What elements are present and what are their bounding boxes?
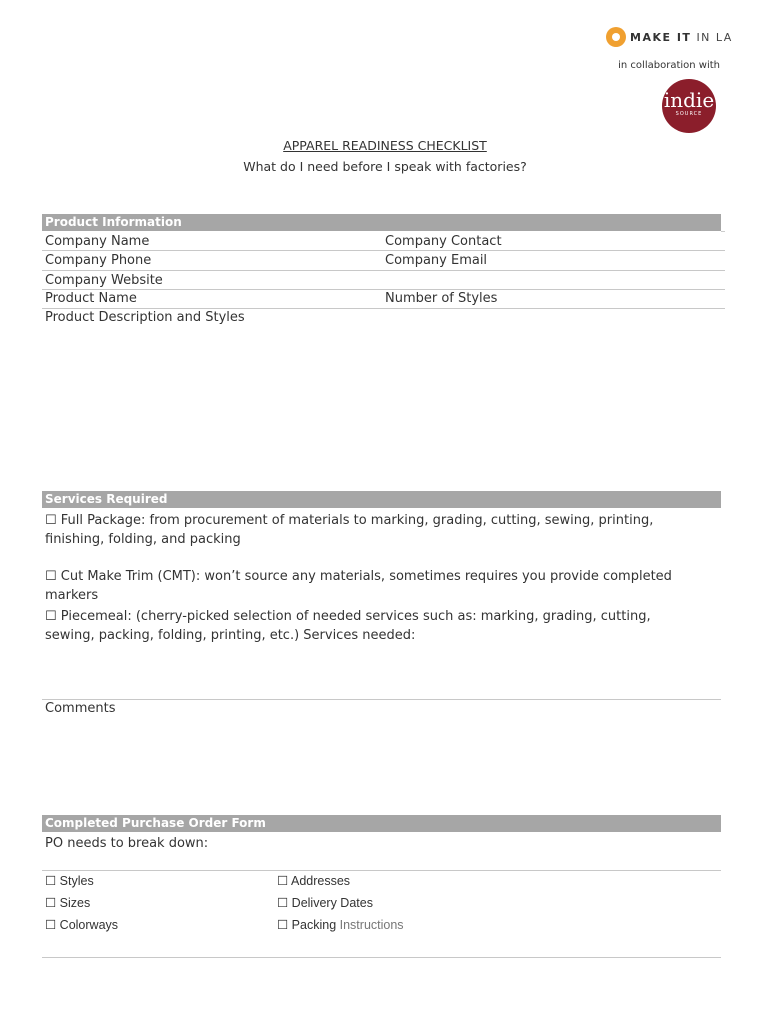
divider — [42, 250, 725, 251]
product-description-label: Product Description and Styles — [45, 310, 245, 325]
company-name-label: Company Name — [45, 234, 150, 249]
purchase-order-heading: Completed Purchase Order Form — [42, 815, 721, 832]
indie-logo-word: indie — [663, 88, 715, 112]
delivery-dates-checkbox[interactable]: ☐ Delivery Dates — [277, 896, 373, 910]
sizes-checkbox[interactable]: ☐ Sizes — [45, 896, 91, 910]
company-contact-label: Company Contact — [385, 234, 502, 249]
full-package-checkbox[interactable]: ☐ Full Package: from procurement of materials to marking, grading, cutting, sewing, printing, finishing, folding, and packing — [45, 513, 654, 547]
indie-source-logo — [662, 79, 716, 133]
page-title: APPAREL READINESS CHECKLIST — [283, 138, 487, 153]
cmt-checkbox[interactable]: ☐ Cut Make Trim (CMT): won’t source any materials, sometimes requires you provide completed markers — [45, 569, 672, 603]
page-subtitle: What do I need before I speak with factories? — [243, 159, 527, 174]
divider — [42, 870, 721, 871]
company-website-label: Company Website — [45, 273, 163, 288]
company-email-label: Company Email — [385, 253, 488, 268]
make-it-in-la-logo — [606, 25, 733, 49]
piecemeal-checkbox[interactable]: ☐ Piecemeal: (cherry-picked selection of needed services such as: marking, grading, cutting, sewing, packing, folding, printing, etc.) Services needed: — [45, 609, 651, 643]
po-note: PO needs to break down: — [45, 836, 209, 851]
divider — [42, 270, 725, 271]
styles-checkbox[interactable]: ☐ Styles — [45, 874, 94, 888]
company-phone-label: Company Phone — [45, 253, 152, 268]
packing-instructions-checkbox[interactable]: ☐ Packing Instructions — [277, 918, 404, 932]
addresses-checkbox[interactable]: ☐ Addresses — [277, 874, 351, 888]
services-needed-line — [42, 699, 721, 700]
logo-light-text: IN LA — [696, 30, 733, 44]
product-name-label: Product Name — [45, 291, 137, 306]
divider — [42, 957, 721, 958]
make-it-in-la-icon — [606, 27, 626, 47]
product-information-heading: Product Information — [42, 214, 721, 231]
indie-logo-sub: SOURCE — [675, 111, 703, 117]
divider — [42, 289, 725, 290]
number-of-styles-label: Number of Styles — [385, 291, 498, 306]
collaboration-text: in collaboration with — [618, 60, 720, 71]
logo-bold-text: MAKE IT — [630, 30, 692, 44]
comments-label: Comments — [45, 701, 116, 716]
colorways-checkbox[interactable]: ☐ Colorways — [45, 918, 119, 932]
services-required-heading: Services Required — [42, 491, 721, 508]
